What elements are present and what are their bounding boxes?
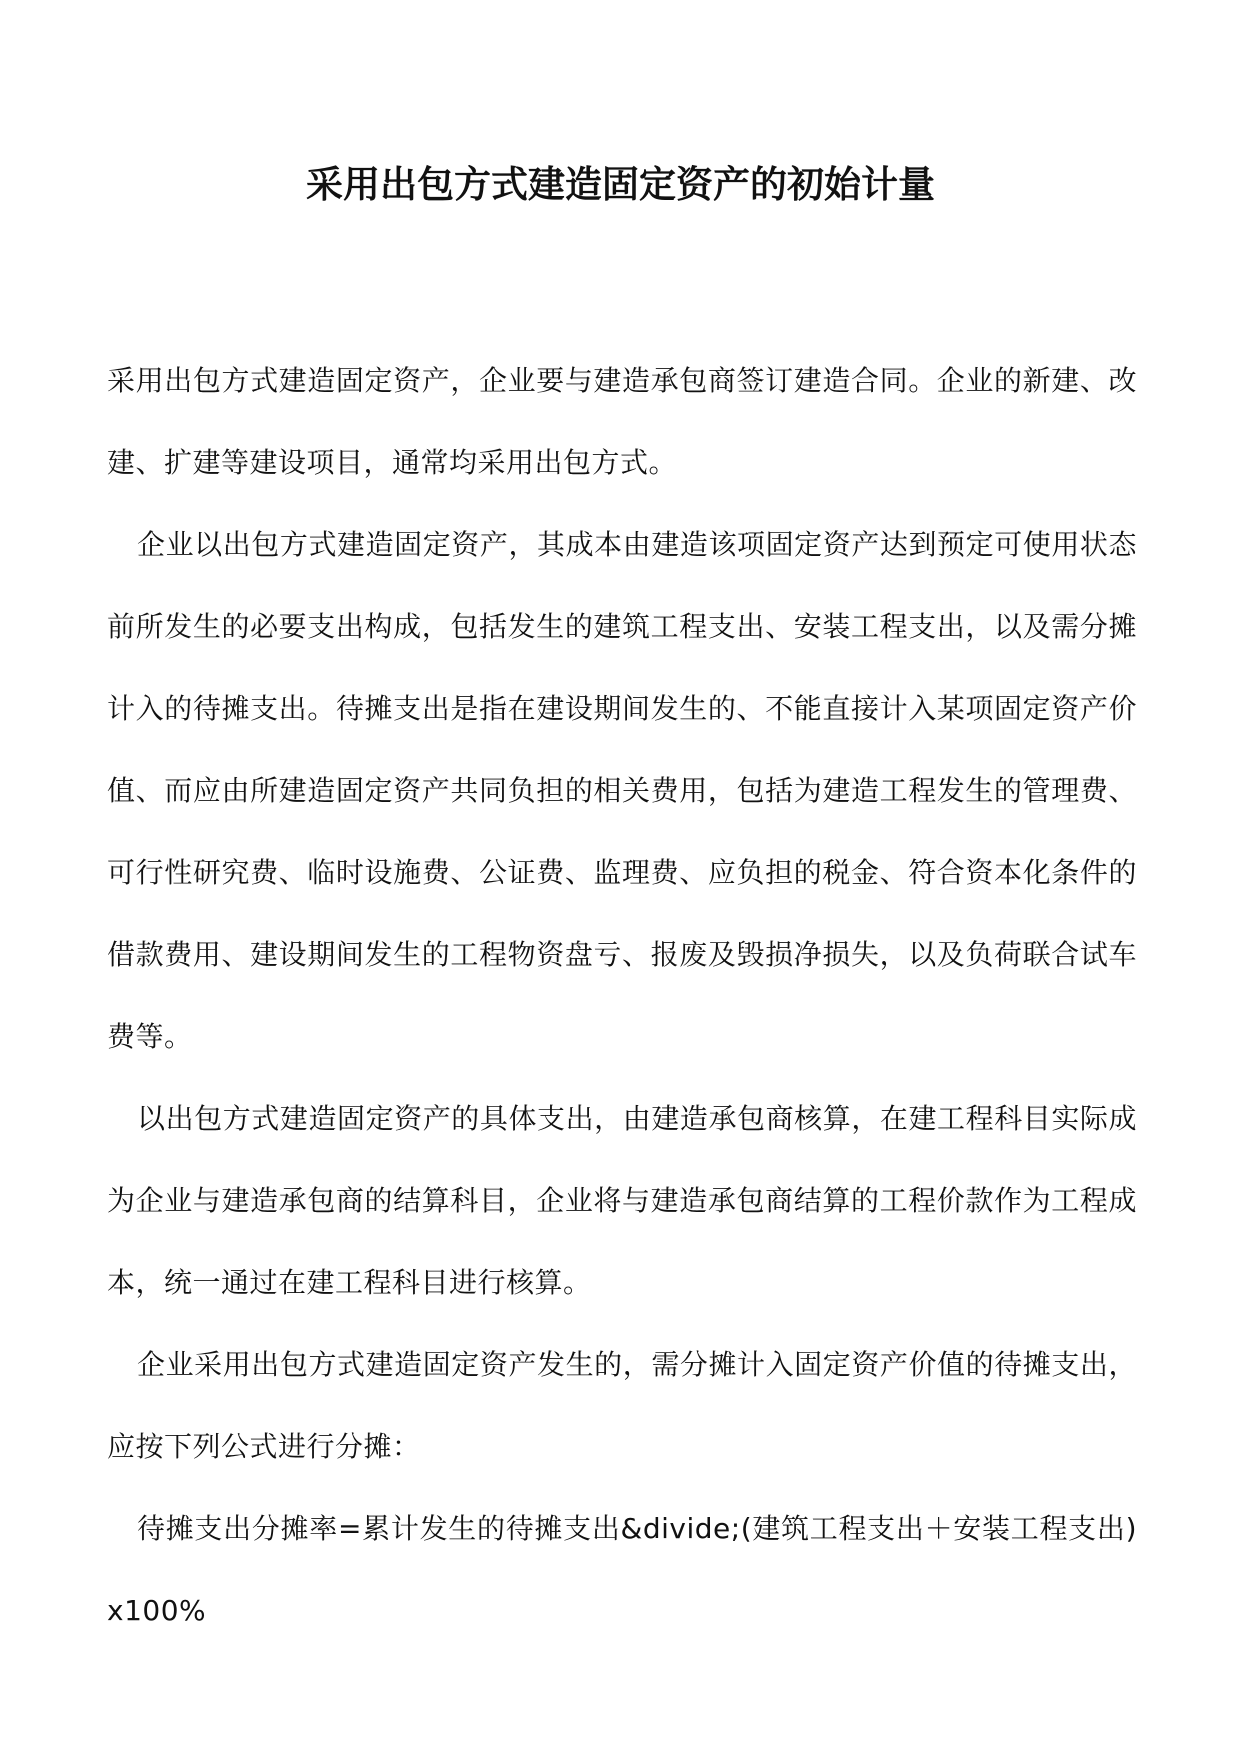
paragraph-accounting: 以出包方式建造固定资产的具体支出，由建造承包商核算，在建工程科目实际成为企业与建造承包商的结算科目，企业将与建造承包商结算的工程价款作为工程成本，统一通过在建工程科目进行核算。 (107, 1102, 1137, 1299)
paragraph-cost-composition: 企业以出包方式建造固定资产，其成本由建造该项固定资产达到预定可使用状态前所发生的必要支出构成，包括发生的建筑工程支出、安装工程支出，以及需分摊计入的待摊支出。待摊支出是指在建设期间发生的、不能直接计入某项固定资产价值、而应由所建造固定资产共同负担的相关费用，包括为建造工程发生的管理费、可行性研究费、临时设施费、公证费、监理费、应负担的税金、符合资本化条件的借款费用、建设期间发生的工程物资盘亏、报废及毁损净损失，以及负荷联合试车费等。 (107, 528, 1137, 1053)
document-title: 采用出包方式建造固定资产的初始计量 (306, 163, 935, 206)
paragraph-intro: 采用出包方式建造固定资产，企业要与建造承包商签订建造合同。企业的新建、改建、扩建等建设项目，通常均采用出包方式。 (107, 364, 1137, 479)
paragraph-allocation-intro: 企业采用出包方式建造固定资产发生的，需分摊计入固定资产价值的待摊支出，应按下列公式进行分摊： (107, 1348, 1137, 1463)
document-body (107, 340, 1137, 1652)
paragraph-allocation-formula: 待摊支出分摊率=累计发生的待摊支出&divide;(建筑工程支出＋安装工程支出)x100% (107, 1512, 1137, 1627)
